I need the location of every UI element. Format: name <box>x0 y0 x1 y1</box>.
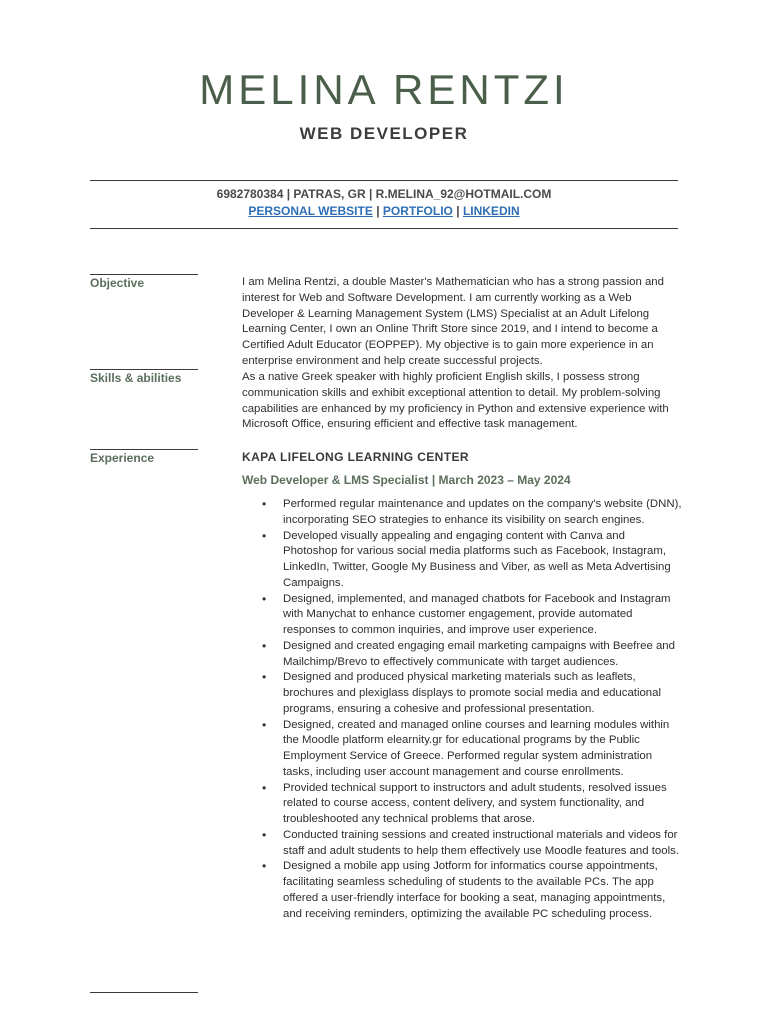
list-item <box>262 670 682 717</box>
list-item <box>262 639 682 671</box>
bullet-icon: • <box>262 528 267 543</box>
links-line <box>0 204 768 218</box>
list-item <box>262 529 682 592</box>
objective-label: Objective <box>90 276 145 290</box>
list-item <box>262 497 682 529</box>
experience-label: Experience <box>90 451 155 465</box>
bullet-icon: • <box>262 780 267 795</box>
section-divider <box>90 449 198 450</box>
section-divider <box>90 992 198 993</box>
bullet-text: Provided technical support to instructors and adult students, resolved issues related to course access, content delivery, and system functionality, and troubleshooted any technical problems that arose. <box>283 781 667 825</box>
section-divider <box>90 274 198 275</box>
company-name: KAPA LIFELONG LEARNING CENTER <box>242 450 469 464</box>
list-item <box>262 859 682 922</box>
candidate-name: MELINA RENTZI <box>199 66 569 113</box>
skills-text: As a native Greek speaker with highly proficient English skills, I possess strong communication skills and exhibit exceptional attention to detail. My problem-solving capabilities are enhanced by my proficiency in Python and extensive experience with Microsoft Office, ensuring efficient and effective task management. <box>242 371 669 431</box>
bullet-text: Designed, created and managed online courses and learning modules within the Moodle platform elearnity.gr for educational programs by the Public Employment Service of Greece. Performed regular system administration tasks, including user account management and course enrollments. <box>283 718 670 778</box>
link-separator: | <box>456 204 460 218</box>
skills-label: Skills & abilities <box>90 371 182 385</box>
bullet-icon: • <box>262 717 267 732</box>
bullet-icon: • <box>262 859 267 874</box>
bullet-text: Designed, implemented, and managed chatbots for Facebook and Instagram with Manychat to enhance customer engagement, provide automated responses to common inquiries, and improve user experience. <box>283 592 671 636</box>
experience-bullets <box>262 497 682 922</box>
contact-line: 6982780384 | PATRAS, GR | R.MELINA_92@HOTMAIL.COM <box>216 187 552 201</box>
bullet-icon: • <box>262 638 267 653</box>
list-item <box>262 718 682 781</box>
link-separator: | <box>376 204 380 218</box>
bullet-icon: • <box>262 670 267 685</box>
bullet-text: Designed and produced physical marketing materials such as leaflets, brochures and plexiglass displays to promote social media and educational programs, ensuring a cohesive and professional presentation. <box>283 671 662 715</box>
bullet-text: Designed and created engaging email marketing campaigns with Beefree and Mailchimp/Brevo to effectively communicate with target audiences. <box>283 639 675 668</box>
objective-text: I am Melina Rentzi, a double Master's Mathematician who has a strong passion and interest for Web and Software Development. I am currently working as a Web Developer & Learning Management System (LMS) Specialist at an Adult Lifelong Learning Center, I own an Online Thrift Store since 2019, and I intend to become a Certified Adult Educator (EOPPEP). My objective is to gain more experience in an enterprise environment and help create successful projects. <box>242 276 664 367</box>
bullet-text: Conducted training sessions and created instructional materials and videos for staff and adult students to help them effectively use Moodle features and tools. <box>283 828 679 857</box>
personal-website-link[interactable]: PERSONAL WEBSITE <box>248 204 373 218</box>
header-divider-top <box>90 180 678 181</box>
bullet-icon: • <box>262 827 267 842</box>
linkedin-link[interactable]: LINKEDIN <box>462 204 520 218</box>
portfolio-link[interactable]: PORTFOLIO <box>382 204 453 218</box>
list-item <box>262 828 682 860</box>
bullet-text: Performed regular maintenance and updates on the company's website (DNN), incorporating SEO strategies to enhance its visibility on search engines. <box>283 498 682 526</box>
header-divider-bottom <box>90 228 678 229</box>
job-role: Web Developer & LMS Specialist | March 2023 – May 2024 <box>242 473 571 487</box>
section-divider <box>90 369 198 370</box>
bullet-text: Developed visually appealing and engaging content with Canva and Photoshop for various social media platforms such as Facebook, Instagram, LinkedIn, Twitter, Google My Business and Viber, as well as Meta Advertising Campaigns. <box>283 529 671 589</box>
job-title: WEB DEVELOPER <box>299 124 469 143</box>
bullet-icon: • <box>262 497 267 511</box>
bullet-text: Designed a mobile app using Jotform for informatics course appointments, facilitating seamless scheduling of students to the available PCs. The app offered a user-friendly interface for booking a seat, managing appointments, and receiving reminders, optimizing the available PC scheduling process. <box>283 860 666 920</box>
list-item <box>262 592 682 639</box>
bullet-icon: • <box>262 591 267 606</box>
list-item <box>262 781 682 828</box>
